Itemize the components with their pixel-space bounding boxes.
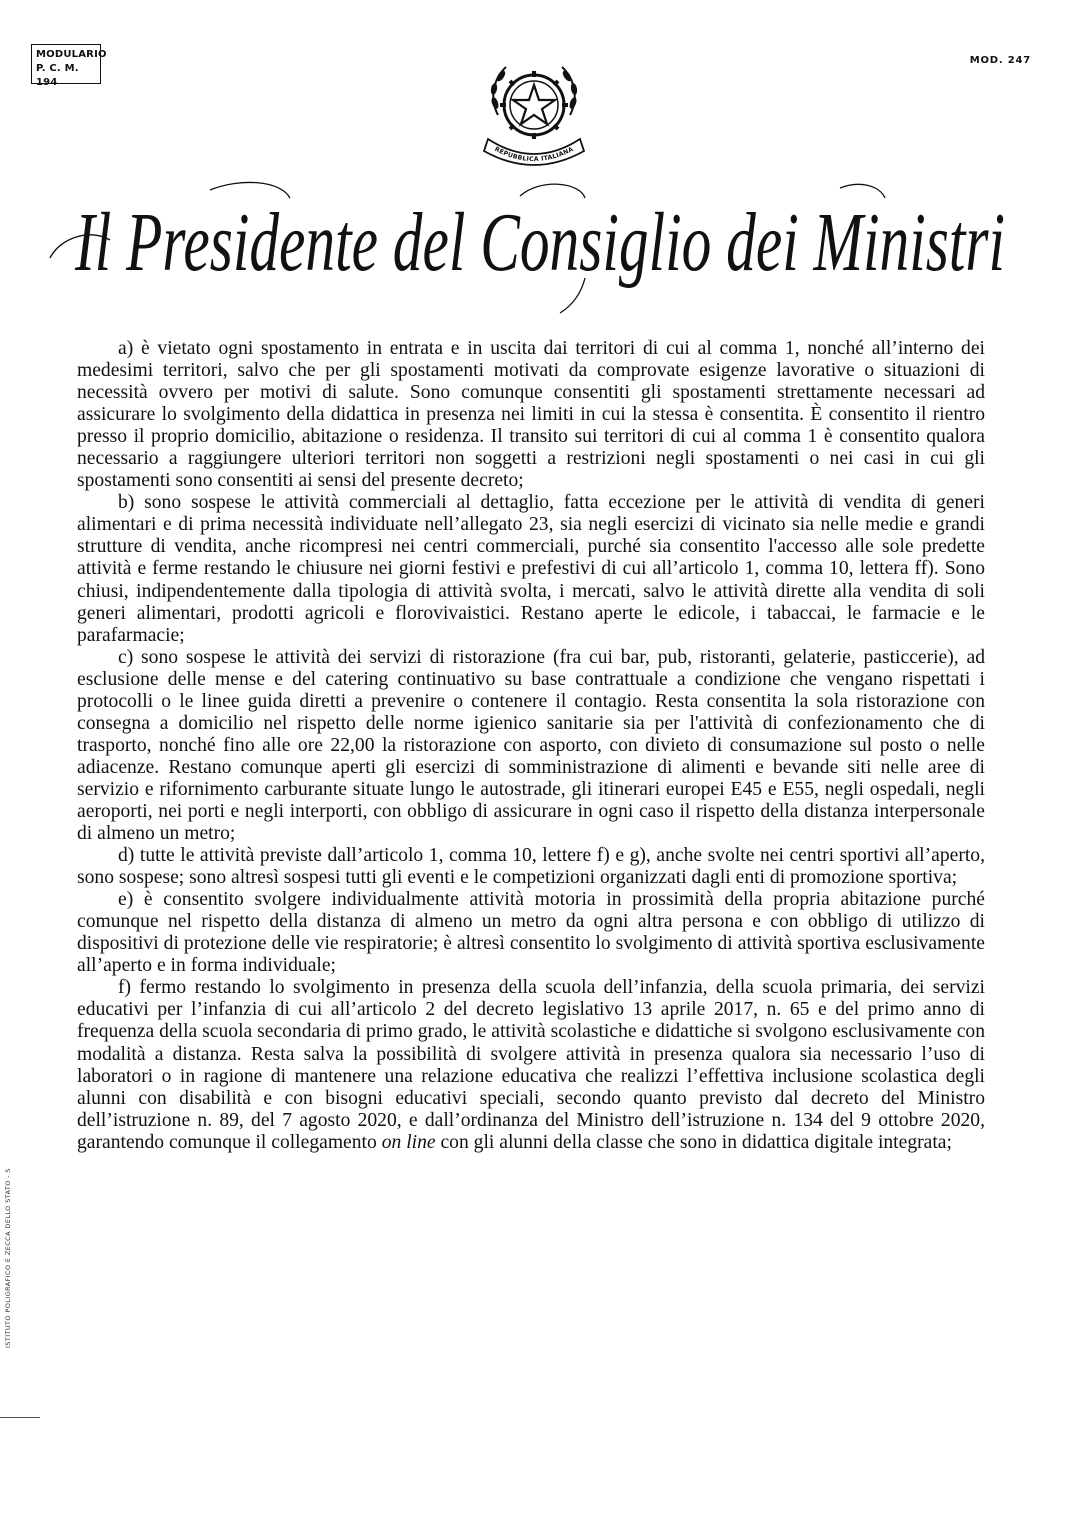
- paragraph-f-italic: on line: [381, 1131, 436, 1153]
- stamp-line-2: P. C. M. 194: [36, 63, 79, 88]
- mod-code: MOD. 247: [969, 55, 1031, 66]
- decree-body: [77, 338, 985, 1154]
- paragraph-b: b) sono sospese le attività commerciali al dettaglio, fatta eccezione per le attività di vendita di generi alimentari e di prima necessità individuate nell’allegato 23, sia negli esercizi di vicinato sia nelle medie e grandi strutture di vendita, anche ricompresi nei centri commerciali, purché sia consentito l'accesso alle sole predette attività e ferme restando le chiusure nei giorni festivi e prefestivi di cui all’articolo 1, comma 10, lettera ff). Sono chiusi, indipendentemente dalla tipologia di attività svolta, i mercati, salvo le attività dirette alla vendita di soli generi alimentari, prodotti agricoli e florovivaistici. Restano aperte le edicole, i tabaccai, le farmacie e le parafarmacie;: [77, 492, 985, 646]
- stamp-line-1: MODULARIO: [36, 49, 107, 60]
- letterhead-title: [40, 168, 1040, 318]
- paragraph-a: a) è vietato ogni spostamento in entrata e in uscita dai territori di cui al comma 1, nonché all’interno dei medesimi territori, salvo che per gli spostamenti motivati da comprovate esigenze lavorative o situazioni di necessità ovvero per motivi di salute. Sono comunque consentiti gli spostamenti strettamente necessari ad assicurare lo svolgimento della didattica in presenza nei limiti in cui la stessa è consentita. È consentito il rientro presso il proprio domicilio, abitazione o residenza. Il transito sui territori di cui al comma 1 è consentito qualora necessario a raggiungere ulteriori territori non soggetti a restrizioni negli spostamenti o nei casi in cui gli spostamenti sono consentiti ai sensi del presente decreto;: [77, 338, 985, 492]
- paragraph-f: [77, 977, 985, 1153]
- emblem-ribbon-text: REPUBBLICA ITALIANA: [493, 145, 575, 164]
- italian-republic-emblem: [478, 55, 590, 173]
- paragraph-c: c) sono sospese le attività dei servizi di ristorazione (fra cui bar, pub, ristoranti, gelaterie, pasticcerie), ad esclusione delle mense e del catering continuativo su base contrattuale a condizione che vengano rispettati i protocolli o le linee guida diretti a prevenire o contenere il contagio. Resta consentita la sola ristorazione con consegna a domicilio nel rispetto delle norme igienico sanitarie sia per l'attività di confezionamento che di trasporto, nonché fino alle ore 22,00 la ristorazione con asporto, con divieto di consumazione sul posto o nelle adiacenze. Restano comunque aperti gli esercizi di somministrazione di alimenti e bevande siti nelle aree di servizio e rifornimento carburante situate lungo le autostrade, gli itinerari europei E45 e E55, negli ospedali, negli aeroporti, nei porti e negli interporti, con obbligo di assicurare in ogni caso il rispetto della distanza interpersonale di almeno un metro;: [77, 646, 985, 845]
- paragraph-f-end: con gli alunni della classe che sono in didattica digitale integrata;: [435, 1131, 952, 1153]
- side-imprint: [4, 1112, 16, 1348]
- paragraph-e: e) è consentito svolgere individualmente attività motoria in prossimità della propria abitazione purché comunque nel rispetto della distanza di almeno un metro da ogni altra persona e con obbligo di utilizzo di dispositivi di protezione delle vie respiratorie; è altresì consentito lo svolgimento di attività sportiva esclusivamente all’aperto e in forma individuale;: [77, 889, 985, 977]
- paragraph-f-text: f) fermo restando lo svolgimento in presenza della scuola dell’infanzia, della scuola primaria, dei servizi educativi per l’infanzia di cui all’articolo 2 del decreto legislativo 13 aprile 2017, n. 65 e del primo anno di frequenza della scuola secondaria di primo grado, le attività scolastiche e didattiche si svolgono esclusivamente con modalità a distanza. Resta salva la possibilità di svolgere attività in presenza qualora sia necessario l’uso di laboratori o in ragione di mantenere una relazione educativa che realizzi l’effettiva inclusione scolastica degli alunni con disabilità e con bisogni educativi speciali, secondo quanto previsto dal decreto del Ministro dell’istruzione n. 89, del 7 agosto 2020, e dall’ordinanza del Ministro dell’istruzione n. 134 del 9 ottobre 2020, garantendo comunque il collegamento: [77, 977, 985, 1153]
- paragraph-d: d) tutte le attività previste dall’articolo 1, comma 10, lettere f) e g), anche svolte nei centri sportivi all’aperto, sono sospese; sono altresì sospesi tutti gli eventi e le competizioni organizzati dagli enti di promozione sportiva;: [77, 845, 985, 889]
- modulario-stamp: [31, 44, 107, 88]
- side-imprint-text: ISTITUTO POLIGRAFICO E ZECCA DELLO STATO - S: [4, 1168, 12, 1348]
- letterhead-text: Il Presidente del Consiglio dei Ministri: [74, 196, 1006, 289]
- bottom-rule: [0, 1417, 40, 1418]
